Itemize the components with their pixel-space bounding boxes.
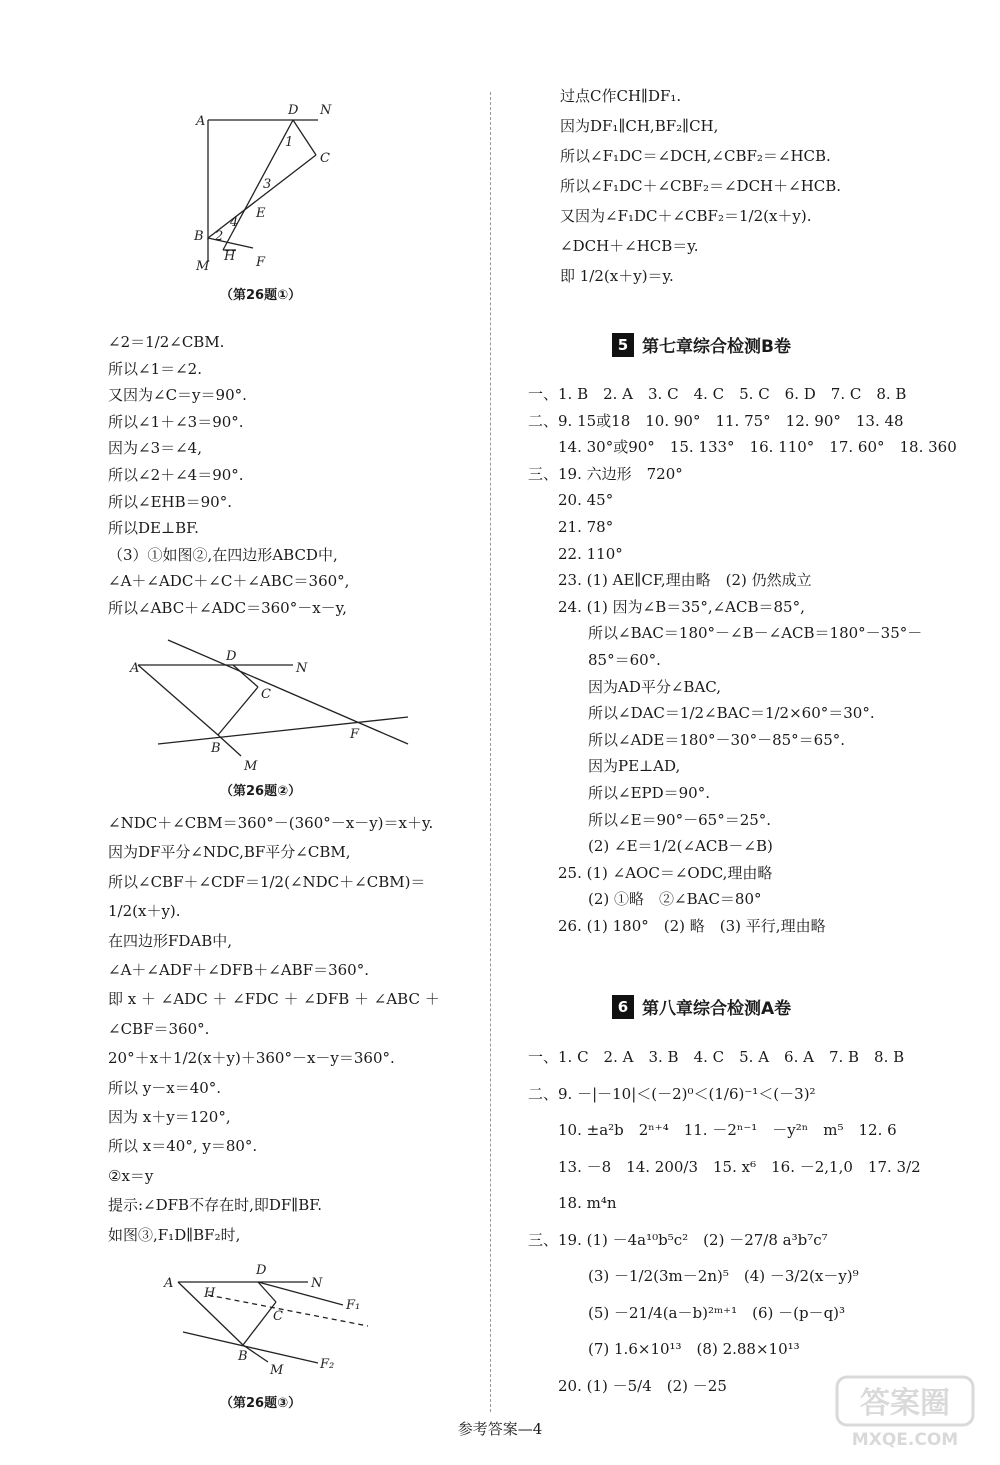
sec5-line: 因为PE⊥AD, (528, 757, 681, 776)
fig1-label-F: F (256, 255, 266, 270)
lines-a-line: 所以∠1＋∠3＝90°. (108, 412, 244, 431)
section-5-title: 第七章综合检测B卷 (642, 337, 791, 357)
sec5-line: 26. (1) 180° (2) 略 (3) 平行,理由略 (528, 917, 826, 935)
sec5-line: 所以∠ADE＝180°－30°－85°＝65°. (528, 730, 846, 749)
fig1-label-D: D (288, 103, 299, 118)
lines-a-line: ∠A＋∠ADC＋∠C＋∠ABC＝360°, (108, 572, 350, 591)
lines-top-line: 所以∠F₁DC＝∠DCH,∠CBF₂＝∠HCB. (560, 147, 831, 165)
lines-a-line: ∠2＝1/2∠CBM. (108, 333, 225, 351)
page-footer: 参考答案—4 (457, 1420, 543, 1438)
sec5-line: 因为AD平分∠BAC, (528, 677, 721, 696)
fig1-label-4: 4 (230, 215, 239, 230)
section-6-number: 6 (612, 995, 634, 1019)
lines-a-line: 所以∠1＝∠2. (108, 359, 202, 378)
left-column (108, 0, 480, 1465)
section-5-header (612, 332, 791, 357)
lines-b-line: 在四边形FDAB中, (108, 931, 233, 950)
lines-a-line: 所以∠EHB＝90°. (108, 492, 232, 511)
lines-b-line: 如图③,F₁D∥BF₂时, (108, 1225, 241, 1244)
lines-b-line: 所以 y－x＝40°. (108, 1078, 222, 1097)
sec6-line: 20. (1) －5/4 (2) －25 (528, 1376, 727, 1395)
sec5-line: (2) ∠E＝1/2(∠ACB－∠B) (528, 837, 773, 856)
section-6-header (612, 994, 791, 1019)
lines-top-line: 所以∠F₁DC＋∠CBF₂＝∠DCH＋∠HCB. (560, 177, 842, 195)
fig2-label-A: A (130, 661, 140, 676)
lines-a-line: 所以∠ABC＋∠ADC＝360°－x－y, (108, 599, 347, 617)
fig1-label-H: H (224, 249, 236, 264)
fig2-label-D: D (226, 649, 237, 664)
fig2-label-N: N (296, 661, 308, 676)
lines-b-line: 所以 x＝40°, y＝80°. (108, 1137, 258, 1156)
right-column (510, 0, 957, 1465)
lines-top-line: 即 1/2(x＋y)＝y. (560, 267, 674, 285)
fig1-label-M: M (196, 259, 210, 274)
fig3-label-C: C (273, 1309, 283, 1324)
fig1-label-B: B (194, 229, 204, 244)
lines-b-line: 提示:∠DFB不存在时,即DF∥BF. (108, 1196, 323, 1215)
fig3-label-A: A (164, 1276, 174, 1291)
sec5-line: 14. 30°或90° 15. 133° 16. 110° 17. 60° 18. 360 (528, 438, 957, 457)
watermark-text: 答案圈 (860, 1386, 950, 1421)
sec5-line: 24. (1) 因为∠B＝35°,∠ACB＝85°, (528, 597, 805, 616)
lines-b-line: 1/2(x＋y). (108, 902, 181, 921)
lines-b-line: 所以∠CBF＋∠CDF＝1/2(∠NDC＋∠CBM)＝ (108, 872, 426, 891)
fig3-label-B: B (238, 1349, 248, 1364)
lines-b-line: ∠A＋∠ADF＋∠DFB＋∠ABF＝360°. (108, 961, 369, 979)
fig2-label-C: C (261, 687, 271, 702)
sec5-line: 20. 45° (528, 491, 614, 510)
fig3-label-F2: F₂ (320, 1357, 335, 1372)
sec6-line: 三、19. (1) －4a¹⁰b⁵c² (2) －27/8 a³b⁷c⁷ (528, 1230, 828, 1249)
sec6-line: 10. ±a²b 2ⁿ⁺⁴ 11. －2ⁿ⁻¹ －y²ⁿ m⁵ 12. 6 (528, 1121, 897, 1139)
sec6-line: (3) －1/2(3m－2n)⁵ (4) －3/2(x－y)⁹ (528, 1267, 859, 1285)
sec6-line: (7) 1.6×10¹³ (8) 2.88×10¹³ (528, 1340, 800, 1358)
figure-26-1-caption: （第26题①） (220, 288, 302, 303)
fig1-label-N: N (320, 103, 332, 118)
lines-a-line: （3）①如图②,在四边形ABCD中, (108, 545, 338, 564)
fig1-label-E: E (256, 206, 266, 221)
section-6-title: 第八章综合检测A卷 (642, 999, 792, 1019)
lines-a-line: 又因为∠C＝y＝90°. (108, 386, 247, 405)
lines-top-line: 因为DF₁∥CH,BF₂∥CH, (560, 117, 719, 135)
fig2-label-B: B (211, 741, 221, 756)
fig3-label-F1: F₁ (346, 1298, 361, 1313)
lines-a-line: 所以∠2＋∠4＝90°. (108, 466, 244, 484)
sec6-line: 13. －8 14. 200/3 15. x⁶ 16. －2,1,0 17. 3/2 (528, 1157, 921, 1176)
fig1-label-3: 3 (263, 177, 272, 192)
figure-26-3 (158, 1260, 438, 1385)
sec5-line: 25. (1) ∠AOC＝∠ODC,理由略 (528, 863, 773, 882)
sec5-line: 所以∠BAC＝180°－∠B－∠ACB＝180°－35°－ (528, 624, 923, 643)
lines-b-line: ②x＝y (108, 1166, 154, 1185)
lines-b-line: ∠NDC＋∠CBM＝360°－(360°－x－y)＝x＋y. (108, 814, 434, 832)
sec5-line: 三、19. 六边形 720° (528, 464, 683, 483)
lines-b-line: 即 x ＋ ∠ADC ＋ ∠FDC ＋ ∠DFB ＋ ∠ABC ＋ (108, 990, 440, 1009)
sec5-line: 所以∠EPD＝90°. (528, 784, 710, 802)
lines-a-line: 所以DE⊥BF. (108, 519, 199, 538)
sec6-line: 一、1. C 2. A 3. B 4. C 5. A 6. A 7. B 8. B (528, 1048, 905, 1066)
lines-top-line: ∠DCH＋∠HCB＝y. (560, 237, 699, 255)
figure-26-1 (188, 100, 348, 275)
sec5-line: 21. 78° (528, 518, 614, 536)
figure-26-3-caption: （第26题③） (220, 1396, 302, 1411)
figure-26-2-caption: （第26题②） (220, 784, 302, 799)
fig3-label-M: M (270, 1363, 284, 1378)
lines-b-line: 20°＋x＋1/2(x＋y)＋360°－x－y＝360°. (108, 1049, 395, 1068)
fig1-label-2: 2 (215, 229, 224, 244)
lines-b-line: 因为DF平分∠NDC,BF平分∠CBM, (108, 843, 351, 862)
column-divider (490, 92, 491, 1412)
lines-top-line: 过点C作CH∥DF₁. (560, 87, 682, 105)
sec5-line: 二、9. 15或18 10. 90° 11. 75° 12. 90° 13. 48 (528, 411, 904, 430)
sec5-line: 23. (1) AE∥CF,理由略 (2) 仍然成立 (528, 571, 812, 590)
lines-b-line: ∠CBF＝360°. (108, 1019, 210, 1038)
fig3-label-H: H (204, 1286, 216, 1301)
lines-a-line: 因为∠3＝∠4, (108, 439, 202, 458)
sec6-line: (5) －21/4(a－b)²ᵐ⁺¹ (6) －(p－q)³ (528, 1303, 846, 1322)
figure-26-2 (118, 632, 418, 777)
lines-top-line: 又因为∠F₁DC＋∠CBF₂＝1/2(x＋y). (560, 207, 812, 225)
lines-b-line: 因为 x＋y＝120°, (108, 1108, 231, 1126)
fig1-label-1: 1 (285, 135, 294, 150)
sec5-line: 所以∠E＝90°－65°＝25°. (528, 810, 772, 829)
section-5-number: 5 (612, 333, 634, 357)
sec5-line: 22. 110° (528, 544, 623, 563)
fig2-label-F: F (350, 727, 360, 742)
fig2-label-M: M (244, 759, 258, 774)
watermark-logo (835, 1375, 975, 1450)
sec6-line: 18. m⁴n (528, 1194, 617, 1212)
fig3-label-D: D (256, 1263, 267, 1278)
sec5-line: 一、1. B 2. A 3. C 4. C 5. C 6. D 7. C 8. B (528, 385, 907, 403)
watermark-url: MXQE.COM (851, 1430, 959, 1450)
sec5-line: 85°＝60°. (528, 651, 661, 669)
fig1-label-C: C (320, 151, 330, 166)
sec5-line: (2) ①略 ②∠BAC＝80° (528, 890, 762, 909)
sec6-line: 二、9. －|－10|＜(－2)⁰＜(1/6)⁻¹＜(－3)² (528, 1084, 816, 1103)
fig3-label-N: N (311, 1276, 323, 1291)
fig1-label-A: A (196, 114, 206, 129)
sec5-line: 所以∠DAC＝1/2∠BAC＝1/2×60°＝30°. (528, 704, 875, 723)
